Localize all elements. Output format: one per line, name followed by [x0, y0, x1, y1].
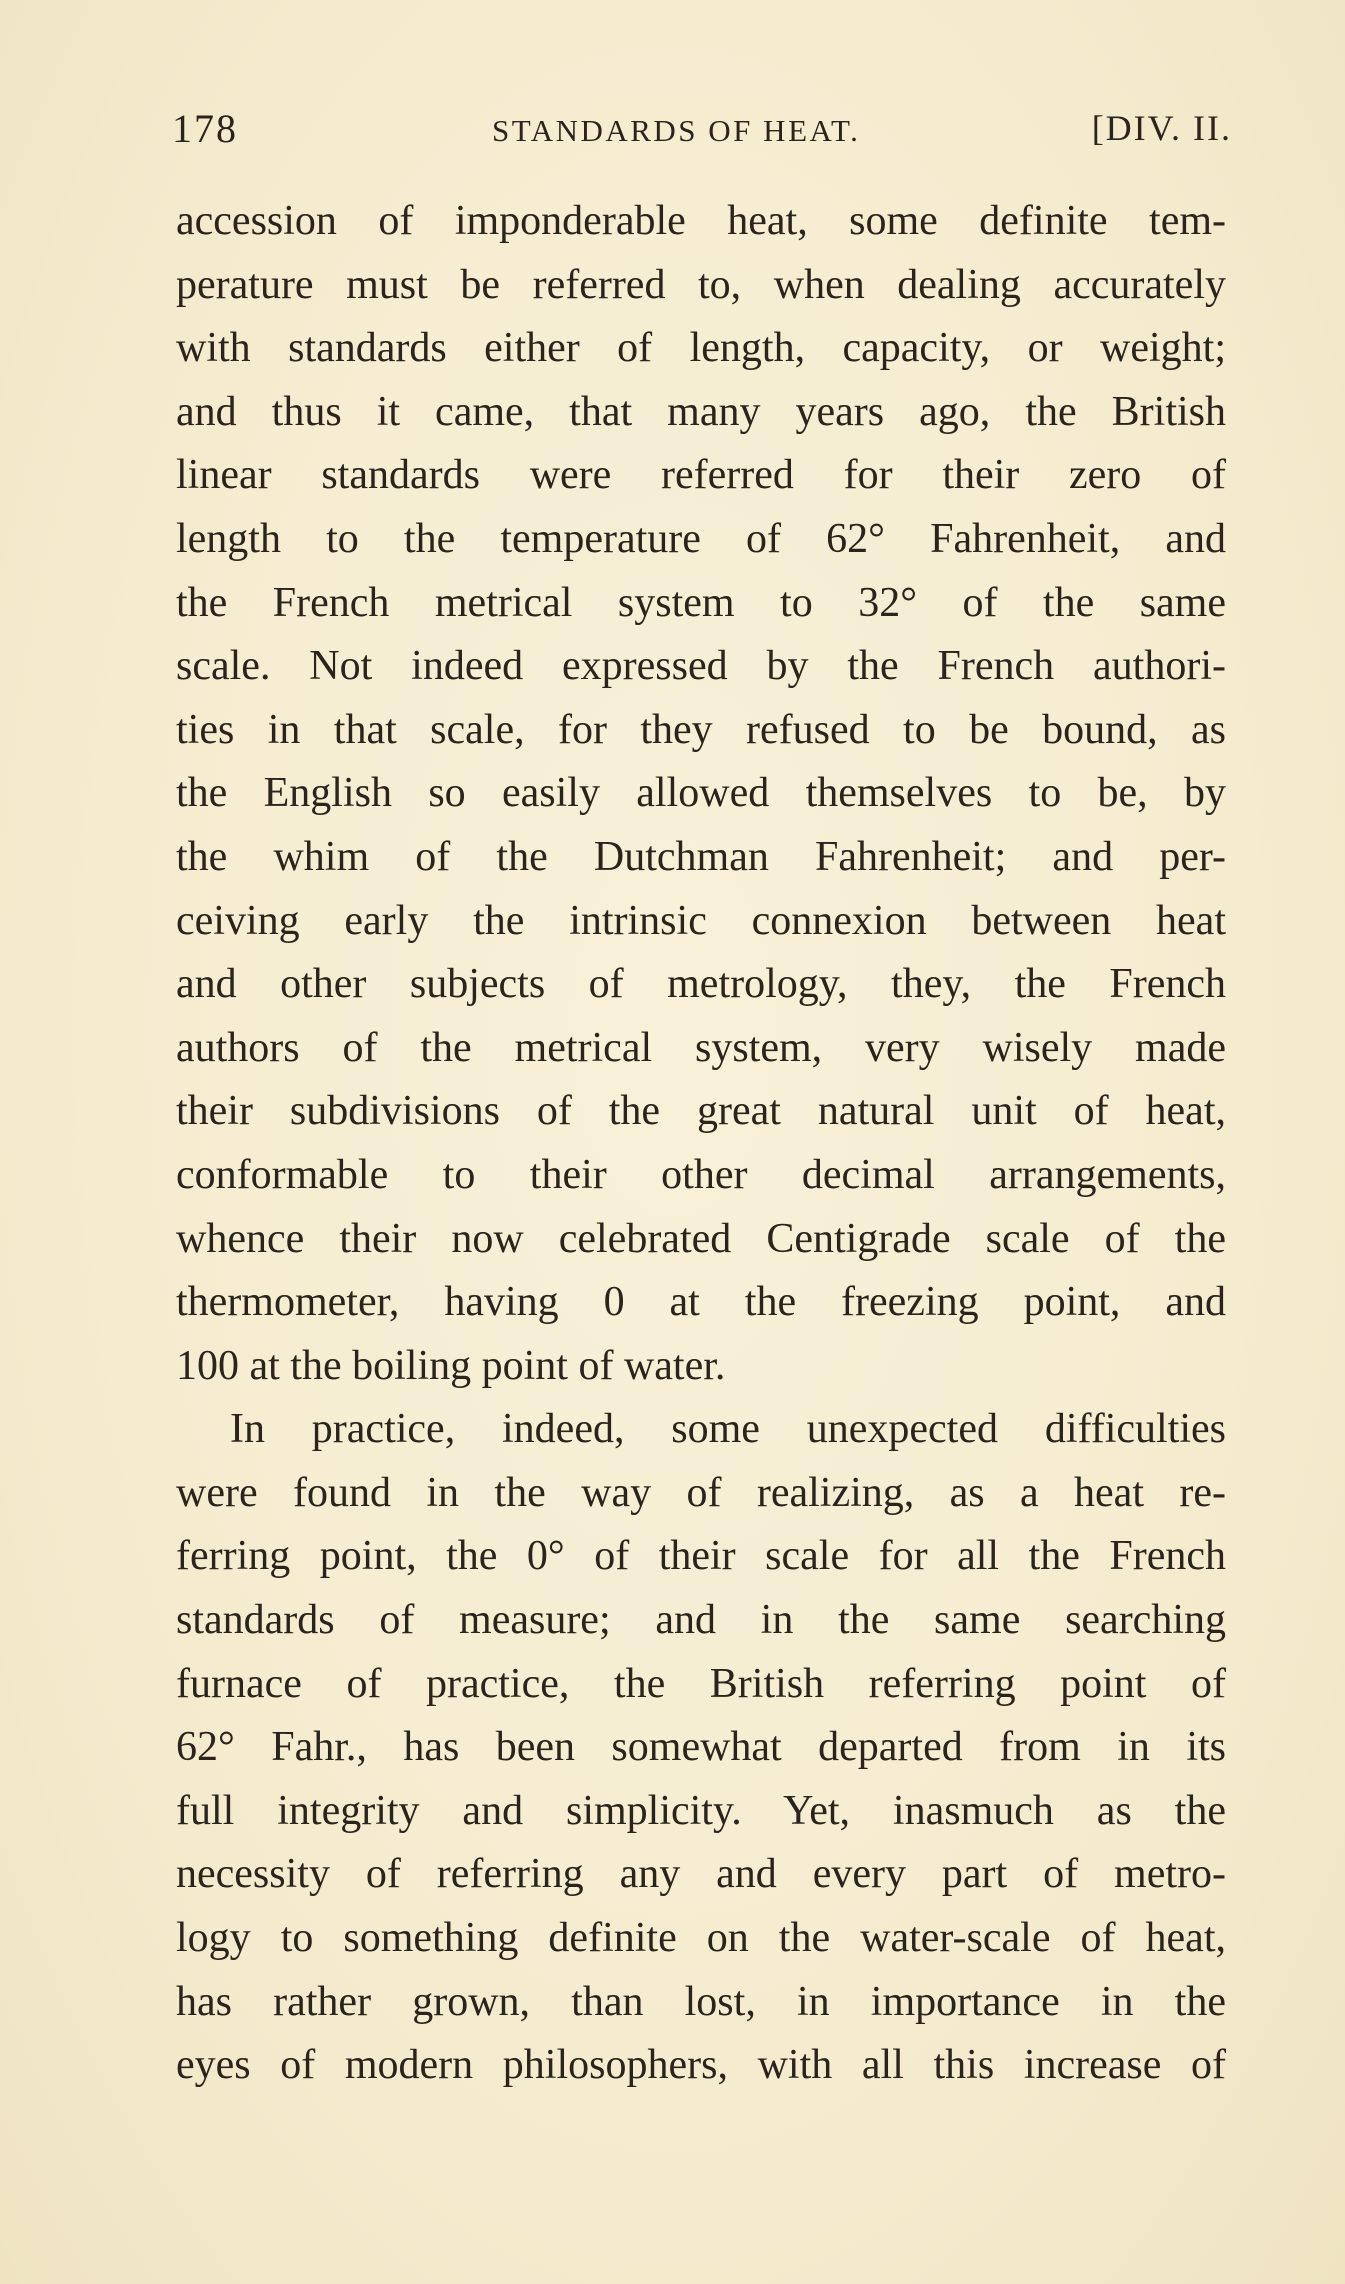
text-line: whence their now celebrated Centigrade scale of the	[176, 1215, 1226, 1262]
text-line: their subdivisions of the great natural unit of heat,	[176, 1088, 1226, 1135]
text-line: ceiving early the intrinsic connexion between heat	[176, 897, 1226, 944]
text-line: were found in the way of realizing, as a heat re-	[176, 1469, 1226, 1516]
text-line: and thus it came, that many years ago, the British	[176, 388, 1226, 435]
text-line: and other subjects of metrology, they, the French	[176, 961, 1226, 1008]
text-line: conformable to their other decimal arrangements,	[176, 1151, 1226, 1198]
text-line: eyes of modern philosophers, with all this increase of	[176, 2042, 1226, 2089]
text-line: ties in that scale, for they refused to be bound, as	[176, 706, 1226, 753]
division-label: [DIV. II.	[1091, 108, 1232, 148]
text-line: has rather grown, than lost, in importance in the	[176, 1978, 1226, 2025]
text-line: authors of the metrical system, very wisely made	[176, 1024, 1226, 1071]
text-line: perature must be referred to, when dealing accurately	[176, 261, 1226, 308]
running-header	[172, 105, 1232, 165]
text-line: accession of imponderable heat, some definite tem-	[176, 198, 1226, 244]
text-line: standards of measure; and in the same searching	[176, 1597, 1226, 1644]
text-line: thermometer, having 0 at the freezing point, and	[176, 1279, 1226, 1326]
paragraph-end-line: 100 at the boiling point of water.	[176, 1342, 726, 1389]
text-line: ferring point, the 0° of their scale for all the French	[176, 1533, 1226, 1580]
page-number: 178	[172, 106, 238, 151]
text-line: the French metrical system to 32° of the same	[176, 579, 1226, 626]
text-line: linear standards were referred for their zero of	[176, 452, 1226, 499]
text-line: logy to something definite on the water-scale of heat,	[176, 1915, 1226, 1962]
body-text	[176, 190, 1226, 2098]
text-line: length to the temperature of 62° Fahrenheit, and	[176, 515, 1226, 562]
text-line: scale. Not indeed expressed by the French authori-	[176, 643, 1226, 690]
text-line: necessity of referring any and every part of metro-	[176, 1851, 1226, 1898]
paragraph-start-line: In practice, indeed, some unexpected difficulties	[230, 1406, 1226, 1453]
text-line: furnace of practice, the British referring point of	[176, 1660, 1226, 1707]
running-title: STANDARDS OF HEAT.	[492, 113, 861, 148]
text-line: the English so easily allowed themselves to be, by	[176, 770, 1226, 817]
text-line: full integrity and simplicity. Yet, inasmuch as the	[176, 1787, 1226, 1834]
text-line: with standards either of length, capacity, or weight;	[176, 325, 1226, 372]
text-line: the whim of the Dutchman Fahrenheit; and per-	[176, 833, 1226, 880]
text-line: 62° Fahr., has been somewhat departed from in its	[176, 1724, 1226, 1771]
